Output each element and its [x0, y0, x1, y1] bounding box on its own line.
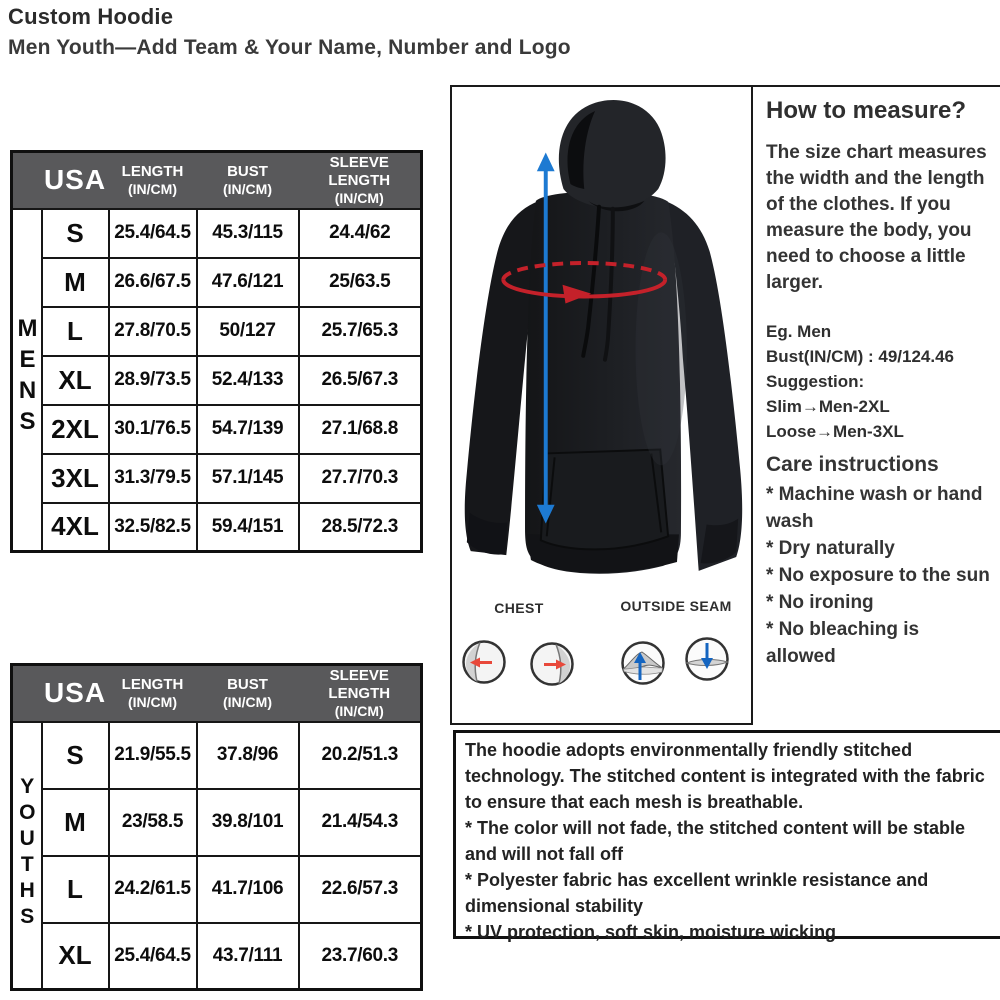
product-description-box [453, 730, 1000, 942]
example-line: Eg. Men [766, 322, 832, 341]
table-cell-sleeve: 26.5/67.3 [299, 356, 422, 405]
example-line: Suggestion: [766, 372, 865, 391]
hoodie-product-image [452, 87, 751, 587]
table-cell-length: 24.2/61.5 [109, 856, 197, 923]
example-line: Bust(IN/CM) : 49/124.46 [766, 347, 954, 366]
care-item: * Dry naturally [766, 538, 895, 559]
description-line: The hoodie adopts environmentally friendly stitched technology. The stitched content is integrated with the fabric to ensure that each mesh is breathable. [465, 740, 985, 812]
column-header-usa: USA [42, 152, 109, 209]
hoodie-measure-panel [450, 85, 753, 725]
table-cell-sleeve: 22.6/57.3 [299, 856, 422, 923]
chest-measure-left-arrow-icon [461, 639, 507, 685]
example-line: Slim→Men-2XL [766, 397, 890, 416]
table-row [12, 503, 422, 552]
table-cell-size: L [42, 856, 109, 923]
care-item: * Machine wash or hand wash [766, 484, 983, 532]
table-cell-sleeve: 28.5/72.3 [299, 503, 422, 552]
chest-label: CHEST [494, 600, 544, 616]
table-cell-size: L [42, 307, 109, 356]
table-cell-sleeve: 21.4/54.3 [299, 789, 422, 856]
table-cell-bust: 54.7/139 [197, 405, 299, 454]
table-cell-sleeve: 25.7/65.3 [299, 307, 422, 356]
table-cell-length: 25.4/64.5 [109, 923, 197, 990]
example-line: Loose→Men-3XL [766, 422, 904, 441]
table-row [12, 405, 422, 454]
column-header-usa: USA [42, 665, 109, 722]
table-cell-size: 3XL [42, 454, 109, 503]
table-row [12, 454, 422, 503]
table-cell-length: 31.3/79.5 [109, 454, 197, 503]
care-item: * No bleaching is allowed [766, 619, 920, 667]
table-cell-size: M [42, 258, 109, 307]
table-row [12, 789, 422, 856]
column-header-length: LENGTH (IN/CM) [109, 665, 197, 722]
table-cell-bust: 52.4/133 [197, 356, 299, 405]
care-instructions-list [766, 481, 990, 670]
table-row [12, 356, 422, 405]
column-header-bust: BUST (IN/CM) [197, 665, 299, 722]
table-cell-sleeve: 27.1/68.8 [299, 405, 422, 454]
table-cell-length: 28.9/73.5 [109, 356, 197, 405]
care-item: * No ironing [766, 592, 874, 613]
table-cell-size: 2XL [42, 405, 109, 454]
sizing-example [766, 319, 990, 444]
hoodie-pocket [541, 449, 668, 549]
mens-header-row [12, 152, 422, 209]
care-item: * No exposure to the sun [766, 565, 990, 586]
table-cell-bust: 41.7/106 [197, 856, 299, 923]
table-row [12, 856, 422, 923]
column-header-length: LENGTH (IN/CM) [109, 152, 197, 209]
table-cell-size: 4XL [42, 503, 109, 552]
column-header-bust: BUST (IN/CM) [197, 152, 299, 209]
table-cell-length: 27.8/70.5 [109, 307, 197, 356]
table-cell-bust: 47.6/121 [197, 258, 299, 307]
table-cell-sleeve: 23.7/60.3 [299, 923, 422, 990]
column-header-sleeve: SLEEVE LENGTH (IN/CM) [299, 665, 422, 722]
table-cell-length: 25.4/64.5 [109, 209, 197, 258]
page-subtitle: Men Youth—Add Team & Your Name, Number and Logo [8, 36, 571, 59]
table-cell-bust: 57.1/145 [197, 454, 299, 503]
description-line: * The color will not fade, the stitched content will be stable and will not fall off [465, 818, 966, 864]
table-row [12, 722, 422, 789]
table-cell-bust: 59.4/151 [197, 503, 299, 552]
table-cell-length: 26.6/67.5 [109, 258, 197, 307]
youths-size-table [10, 663, 423, 991]
table-cell-size: S [42, 209, 109, 258]
mens-size-table [10, 150, 423, 553]
chest-measure-right-arrow-icon [529, 641, 575, 687]
table-cell-size: S [42, 722, 109, 789]
how-to-measure-heading: How to measure? [766, 97, 967, 124]
table-cell-length: 30.1/76.5 [109, 405, 197, 454]
care-instructions-heading: Care instructions [766, 453, 939, 476]
header-spacer [12, 152, 42, 209]
table-row [12, 923, 422, 990]
column-header-sleeve: SLEEVE LENGTH (IN/CM) [299, 152, 422, 209]
table-cell-size: XL [42, 923, 109, 990]
table-cell-bust: 50/127 [197, 307, 299, 356]
table-row [12, 258, 422, 307]
youths-group-label: YOUTHS [12, 722, 42, 990]
table-cell-size: XL [42, 356, 109, 405]
outside-seam-label: OUTSIDE SEAM [620, 598, 732, 614]
table-cell-length: 32.5/82.5 [109, 503, 197, 552]
table-cell-bust: 39.8/101 [197, 789, 299, 856]
header-spacer [12, 665, 42, 722]
table-row [12, 209, 422, 258]
table-cell-sleeve: 27.7/70.3 [299, 454, 422, 503]
outside-seam-down-arrow-icon [684, 636, 730, 682]
table-cell-bust: 43.7/111 [197, 923, 299, 990]
youths-header-row [12, 665, 422, 722]
table-row [12, 307, 422, 356]
table-cell-length: 23/58.5 [109, 789, 197, 856]
description-line: * UV protection, soft skin, moisture wicking [465, 922, 837, 942]
outside-seam-up-arrow-icon [620, 640, 666, 686]
table-cell-sleeve: 20.2/51.3 [299, 722, 422, 789]
description-line: * Polyester fabric has excellent wrinkle resistance and dimensional stability [465, 870, 929, 916]
table-cell-bust: 37.8/96 [197, 722, 299, 789]
how-to-measure-body: The size chart measures the width and the length of the clothes. If you measure the body, you need to choose a little larger. [766, 142, 987, 293]
table-cell-sleeve: 24.4/62 [299, 209, 422, 258]
page-title: Custom Hoodie [8, 4, 174, 29]
mens-group-label: MENS [12, 209, 42, 552]
table-cell-sleeve: 25/63.5 [299, 258, 422, 307]
table-cell-bust: 45.3/115 [197, 209, 299, 258]
table-cell-length: 21.9/55.5 [109, 722, 197, 789]
table-cell-size: M [42, 789, 109, 856]
